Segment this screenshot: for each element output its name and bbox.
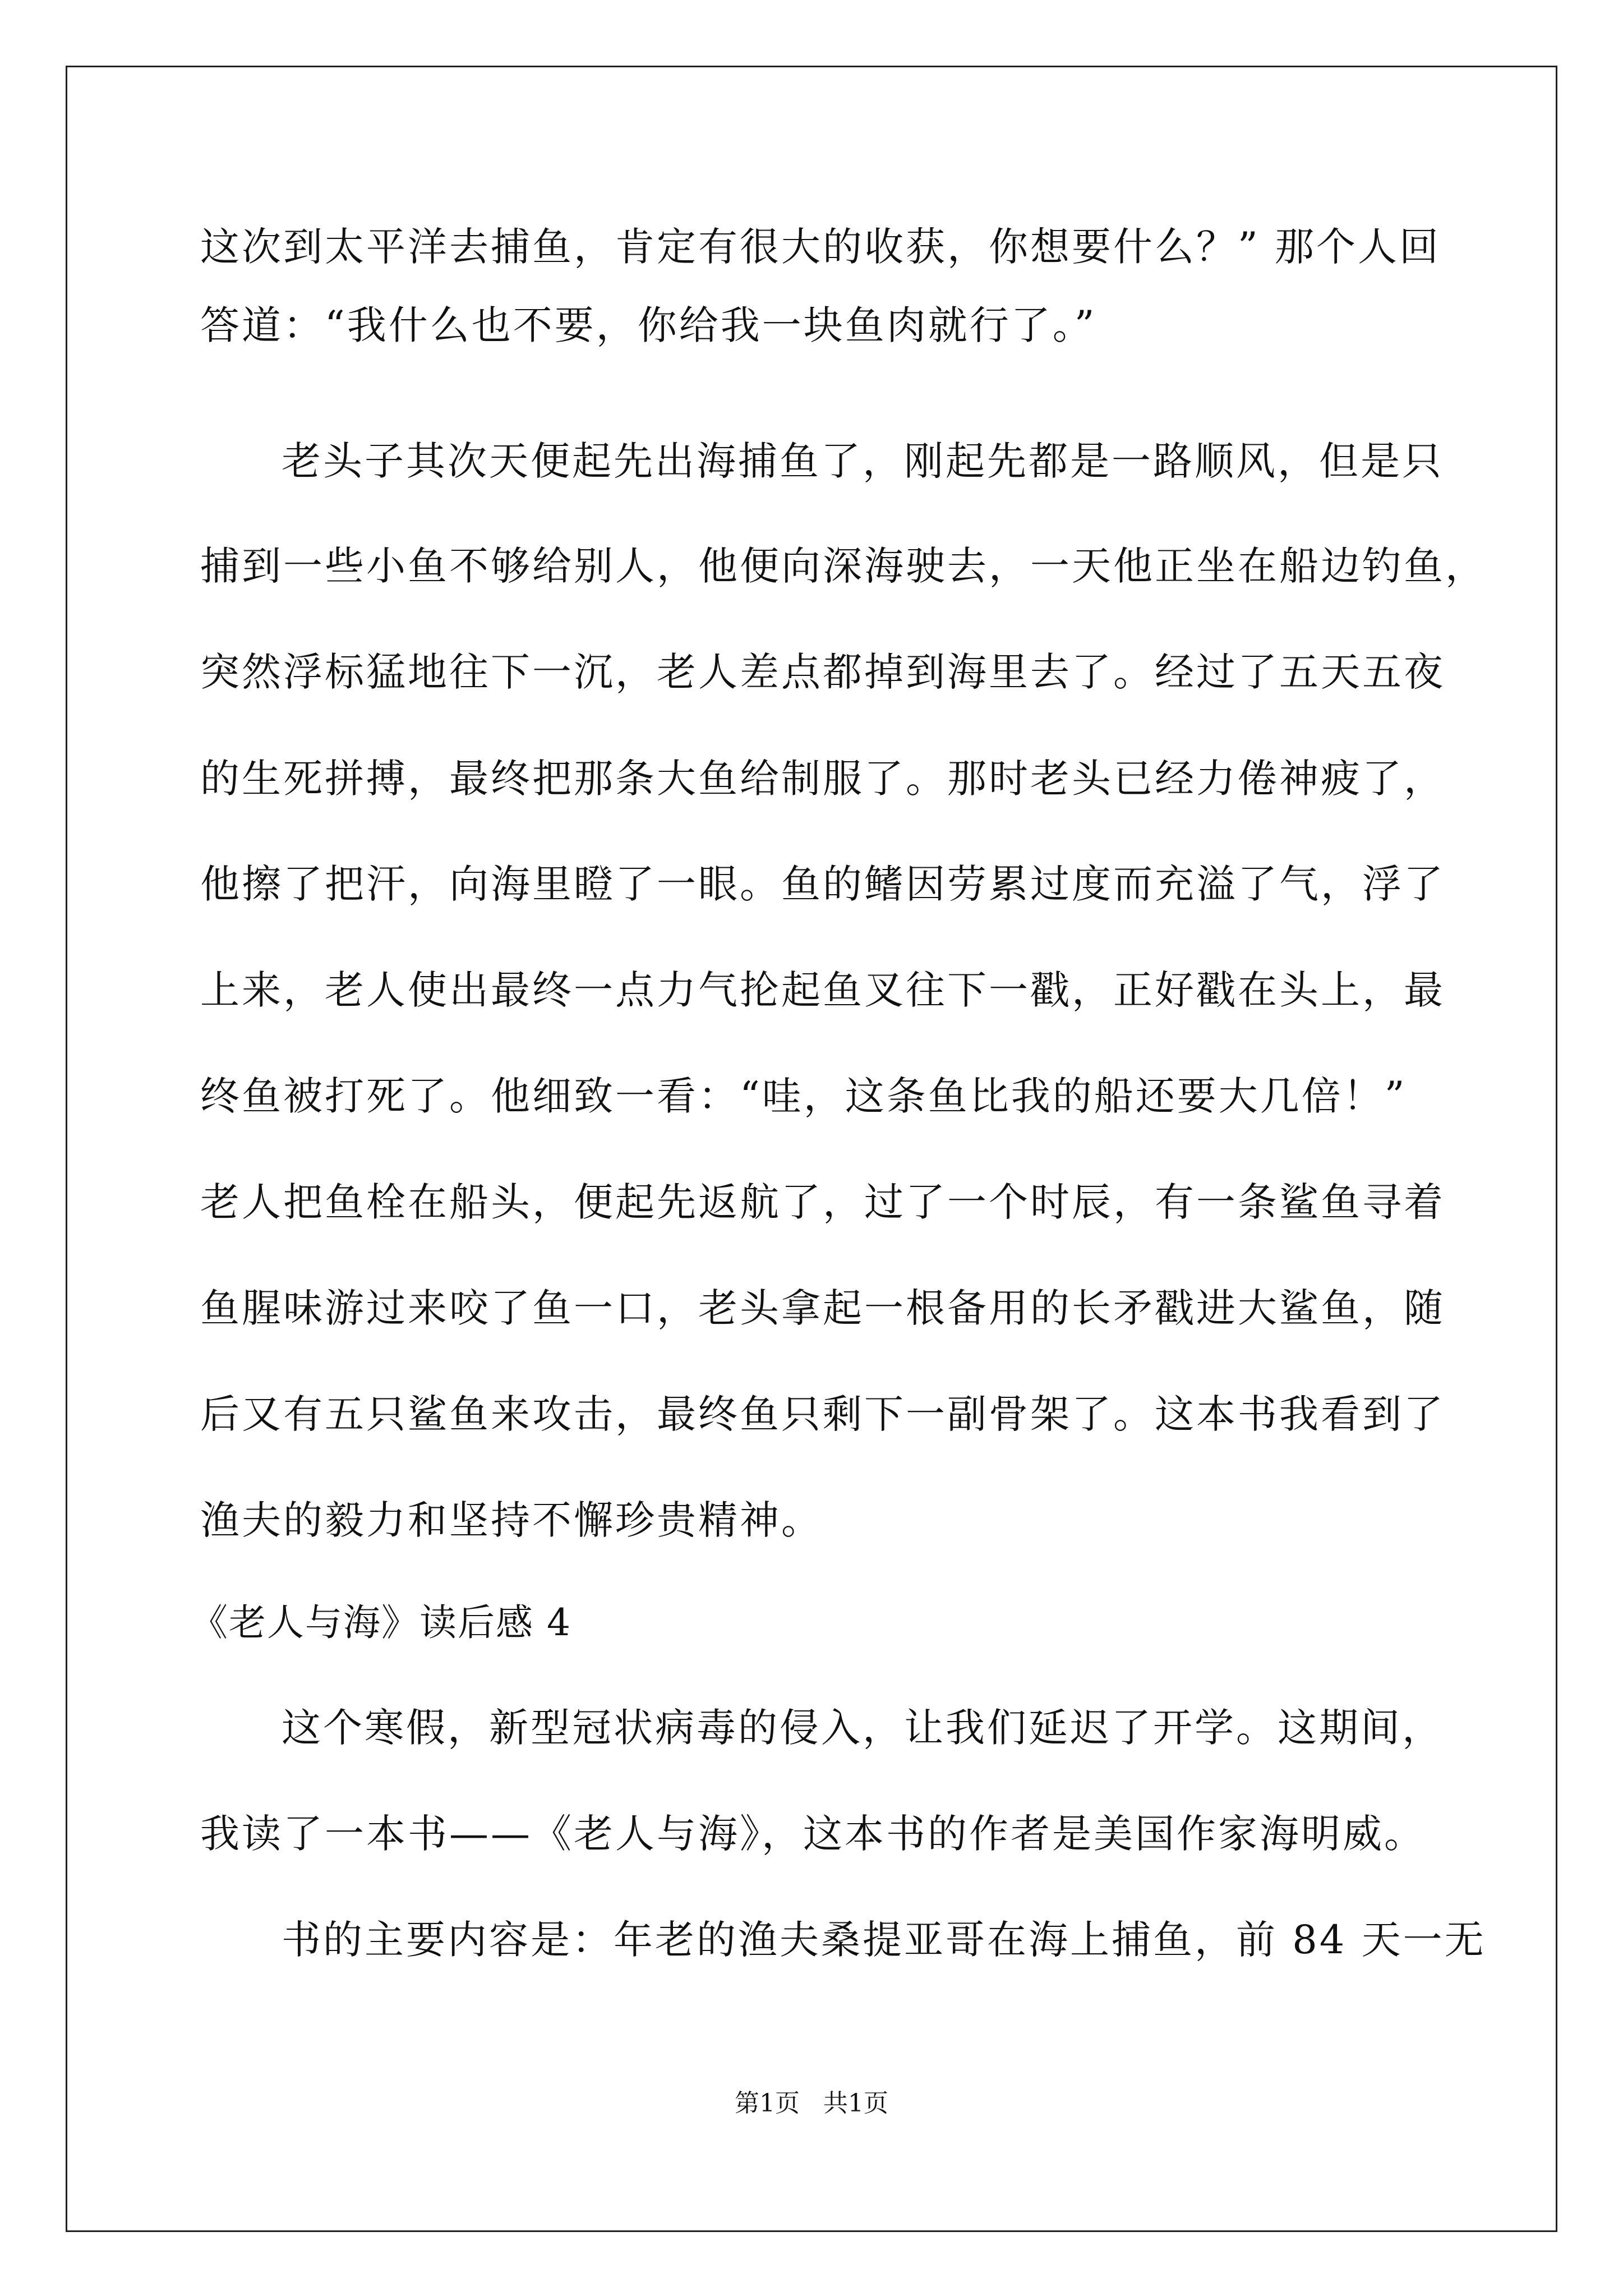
paragraph-line-7: 他擦了把汗，向海里瞪了一眼。鱼的鳍因劳累过度而充溢了气，浮了 — [200, 861, 1445, 907]
paragraph-line-5: 突然浮标猛地往下一沉，老人差点都掉到海里去了。经过了五天五夜 — [200, 649, 1445, 695]
paragraph-line-12: 后又有五只鲨鱼来攻击，最终鱼只剩下一副骨架了。这本书我看到了 — [200, 1391, 1445, 1437]
paragraph2-line-1: 这个寒假，新型冠状病毒的侵入，让我们延迟了开学。这期间， — [282, 1705, 1444, 1751]
paragraph-line-2: 答道：“我什么也不要，你给我一块鱼肉就行了。” — [200, 302, 1097, 348]
paragraph2-line-3: 书的主要内容是：年老的渔夫桑提亚哥在海上捕鱼，前 84 天一无 — [282, 1917, 1486, 1963]
paragraph-line-10: 老人把鱼栓在船头，便起先返航了，过了一个时辰，有一条鲨鱼寻着 — [200, 1179, 1445, 1225]
section-heading: 《老人与海》读后感 4 — [191, 1601, 571, 1644]
paragraph-line-8: 上来，老人使出最终一点力气抡起鱼叉往下一戳，正好戳在头上，最 — [200, 967, 1445, 1013]
paragraph-line-3: 老头子其次天便起先出海捕鱼了，刚起先都是一路顺风，但是只 — [282, 438, 1444, 484]
paragraph-line-13: 渔夫的毅力和坚持不懈珍贵精神。 — [200, 1497, 823, 1543]
paragraph2-line-2: 我读了一本书——《老人与海》，这本书的作者是美国作家海明威。 — [200, 1811, 1426, 1857]
paragraph-line-6: 的生死拼搏，最终把那条大鱼给制服了。那时老头已经力倦神疲了， — [200, 756, 1445, 802]
page-footer: 第1页 共1页 — [735, 2089, 888, 2118]
paragraph-line-1: 这次到太平洋去捕鱼，肯定有很大的收获，你想要什么？” 那个人回 — [200, 224, 1441, 270]
paragraph-line-4: 捕到一些小鱼不够给别人，他便向深海驶去，一天他正坐在船边钓鱼， — [200, 543, 1487, 589]
paragraph-line-9: 终鱼被打死了。他细致一看：“哇，这条鱼比我的船还要大几倍！” — [200, 1073, 1407, 1119]
paragraph-line-11: 鱼腥味游过来咬了鱼一口，老头拿起一根备用的长矛戳进大鲨鱼，随 — [200, 1285, 1445, 1331]
page-border — [66, 66, 1557, 2232]
